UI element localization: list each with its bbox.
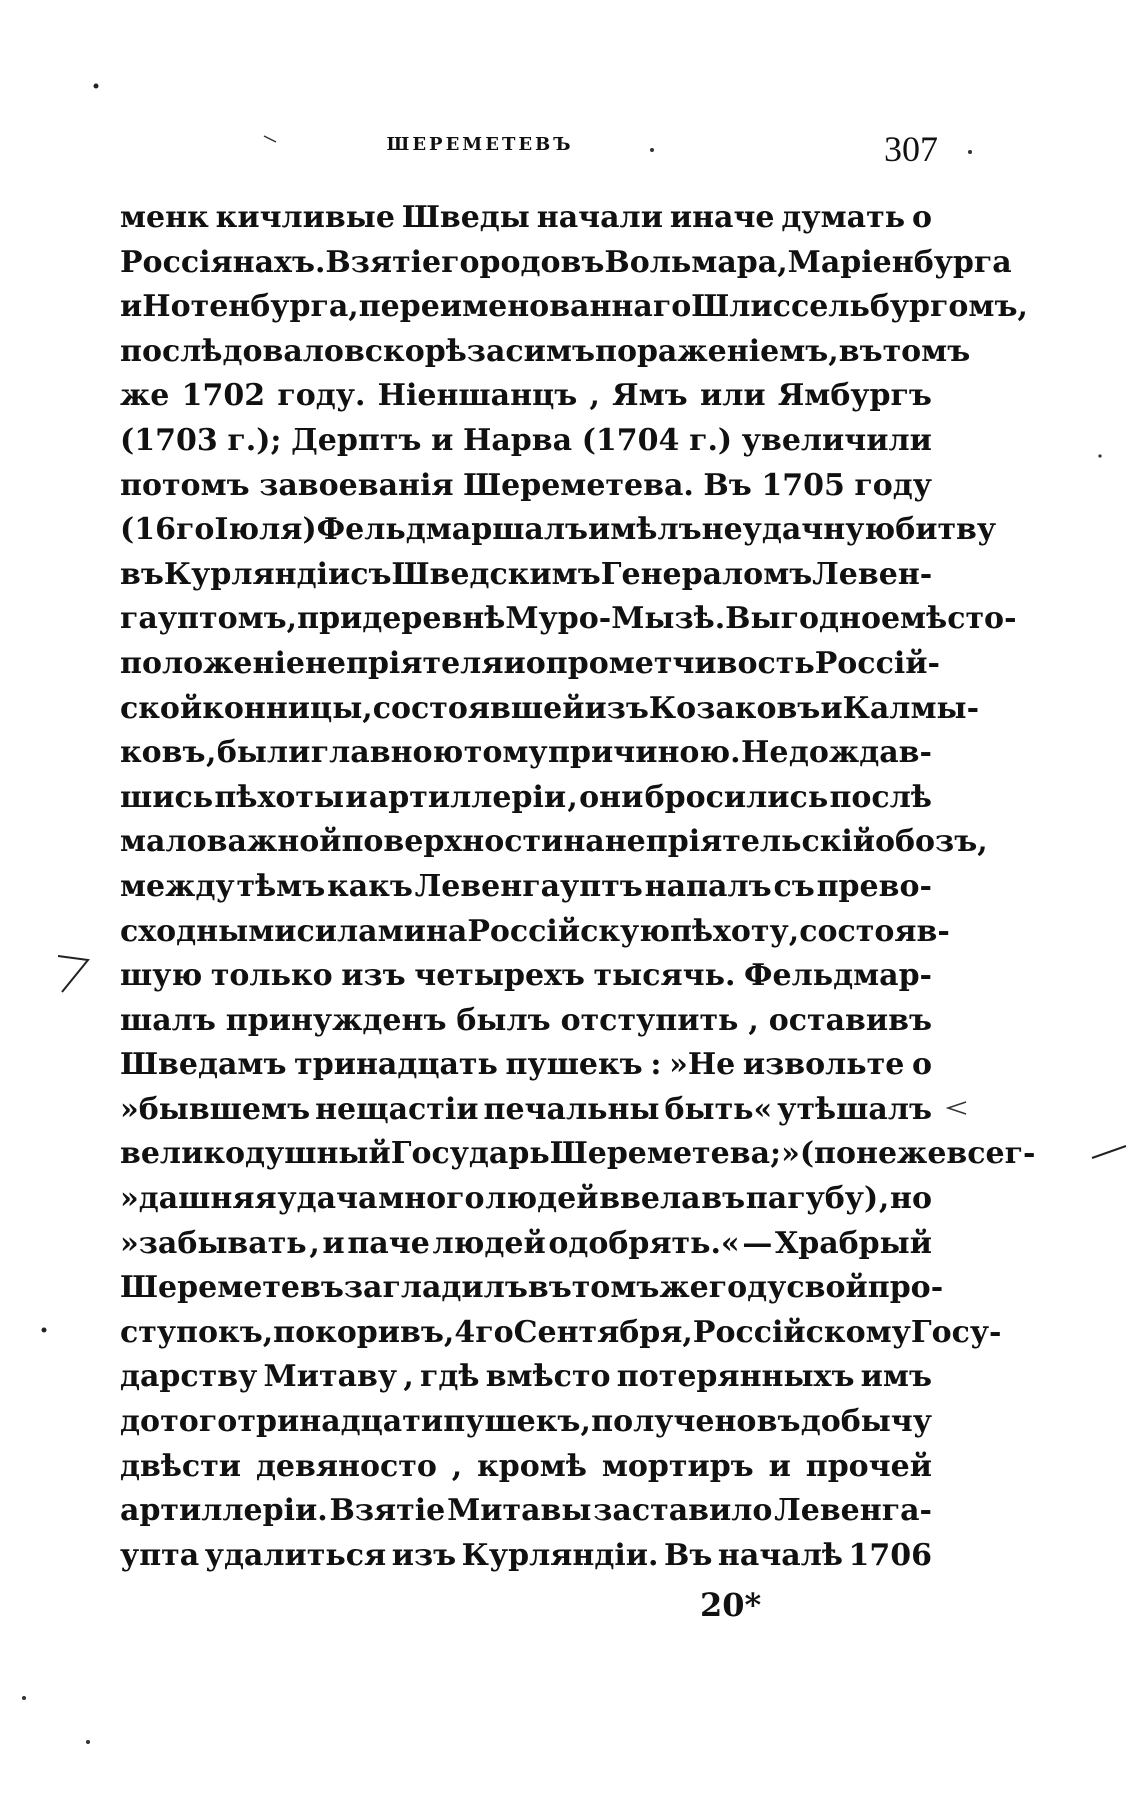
word: двѣсти <box>120 1448 242 1484</box>
word: шись <box>120 779 214 815</box>
word: съ <box>350 556 392 592</box>
word: 4го <box>454 1314 514 1350</box>
word: четырехъ <box>414 958 585 994</box>
word: потерянныхъ <box>616 1359 855 1395</box>
word: ской <box>120 690 203 726</box>
word: свой <box>786 1270 868 1306</box>
word: (1703 <box>120 422 218 458</box>
word: шалъ <box>120 1002 216 1038</box>
word: пушекъ <box>505 1047 643 1083</box>
word: и <box>345 779 368 815</box>
word: Шереметева; <box>549 1136 782 1172</box>
word: тринадцати <box>237 1404 444 1440</box>
word: удалиться <box>204 1537 387 1573</box>
word: году <box>854 467 932 503</box>
word: Ніеншанцъ <box>377 378 578 414</box>
word: про- <box>867 1270 944 1306</box>
word: 1705 <box>761 467 845 503</box>
word: только <box>210 958 333 994</box>
word: Государь <box>390 1136 550 1172</box>
word: Курляндіи. <box>461 1537 659 1573</box>
word: и <box>768 1448 791 1484</box>
text-line <box>120 999 932 1044</box>
word: Въ <box>703 467 752 503</box>
word: началѣ <box>717 1537 843 1573</box>
word: гауптомъ, <box>120 601 298 637</box>
word: неудачную <box>701 512 896 548</box>
word: состояв- <box>799 913 950 949</box>
word: вскорѣ <box>343 333 467 369</box>
text-line <box>120 1222 932 1267</box>
word: , <box>205 735 217 771</box>
word: быть« <box>664 1091 773 1127</box>
word: и <box>431 422 454 458</box>
word: изъ <box>391 1537 457 1573</box>
word: деревнѣ <box>362 601 506 637</box>
text-line <box>120 374 932 419</box>
word: въ <box>701 1181 746 1217</box>
signature-mark: 20* <box>700 1586 762 1624</box>
word: тринадцать <box>294 1047 498 1083</box>
text-line <box>120 1088 932 1133</box>
word: , <box>748 1002 759 1038</box>
word: и <box>503 645 526 681</box>
word: , <box>878 1181 890 1217</box>
word: того <box>160 1404 238 1440</box>
text-line <box>120 285 1028 330</box>
word: , <box>403 1359 414 1395</box>
word: Левен- <box>812 556 933 592</box>
word: шую <box>120 958 203 994</box>
word: , <box>788 913 800 949</box>
text-line <box>120 1311 1002 1356</box>
text-line <box>120 1132 1036 1177</box>
word: Шведамъ <box>120 1047 287 1083</box>
text-line <box>120 553 932 598</box>
text-line <box>120 731 932 776</box>
word: имѣлъ <box>588 512 702 548</box>
word: ступокъ, <box>120 1314 274 1350</box>
word: ковъ <box>120 735 206 771</box>
word: начали <box>536 200 663 235</box>
word: и <box>820 690 843 726</box>
word: Шереметевъ <box>120 1270 344 1306</box>
word: одобрять.« <box>548 1225 740 1261</box>
text-line <box>120 910 950 955</box>
word: Маріенбурга <box>787 244 1012 280</box>
word: прево- <box>816 868 932 904</box>
text-line <box>120 1400 932 1445</box>
word: Курляндіи <box>163 556 351 592</box>
word: непріятельскій <box>604 824 876 860</box>
word: извольте <box>742 1047 905 1083</box>
word: имъ <box>860 1359 932 1395</box>
word: тысячь. <box>593 958 736 994</box>
word: Муро-Мызѣ. <box>505 601 726 637</box>
word: оставивъ <box>768 1002 932 1038</box>
text-line <box>120 1445 932 1490</box>
word: послѣдовало <box>120 333 344 369</box>
word: бросились <box>644 779 829 815</box>
word: изъ <box>341 958 406 994</box>
text-line <box>120 330 971 375</box>
word: прочей <box>805 1448 932 1484</box>
word: пѣхоту <box>669 913 789 949</box>
word: Вольмара, <box>604 244 788 280</box>
word: заставило <box>593 1493 773 1529</box>
word: году. <box>277 378 366 414</box>
text-line <box>120 954 932 999</box>
word: кромѣ <box>477 1448 587 1484</box>
word: Не <box>741 735 789 771</box>
word: они <box>579 779 644 815</box>
word: пораженіемъ, <box>594 333 839 369</box>
text-line <box>120 1266 944 1311</box>
text-line <box>120 196 932 241</box>
word: гдѣ <box>419 1359 480 1395</box>
word: тому <box>463 735 548 771</box>
word: о <box>911 200 932 235</box>
word: уптa <box>120 1537 200 1573</box>
word: добычу <box>800 1404 932 1440</box>
word: , <box>567 779 578 815</box>
word: вмѣсто <box>485 1359 611 1395</box>
word: , <box>309 1225 320 1261</box>
word: положеніе <box>120 645 305 681</box>
word: дождав- <box>788 735 932 771</box>
word: Нотенбурга, <box>142 289 359 325</box>
word: »Не <box>669 1047 736 1083</box>
word: переименованнаго <box>358 289 692 325</box>
word: великодушный <box>120 1136 391 1172</box>
word: и <box>322 1225 345 1261</box>
word: былъ <box>456 1002 551 1038</box>
word: тѣмъ <box>236 868 326 904</box>
word: удача <box>277 1181 378 1217</box>
word: Взятіе <box>325 244 442 280</box>
word: Шлиссельбургомъ, <box>691 289 1028 325</box>
word: въ <box>838 333 883 369</box>
pencil-tick-right <box>944 1100 968 1116</box>
word: Выгодное <box>725 601 901 637</box>
word: симъ <box>505 333 595 369</box>
word: причиною. <box>548 735 741 771</box>
word: нещастіи <box>315 1091 479 1127</box>
word: Въ <box>664 1537 713 1573</box>
text-line <box>120 642 940 687</box>
word: утѣшалъ <box>777 1091 932 1127</box>
text-line <box>120 419 932 464</box>
text-line <box>120 508 997 553</box>
word: при <box>297 601 363 637</box>
word: съ <box>773 868 815 904</box>
word: поверхности <box>341 824 564 860</box>
word: принужденъ <box>225 1002 447 1038</box>
word: за <box>466 333 506 369</box>
word: томъ <box>571 1270 660 1306</box>
word: увеличили <box>741 422 932 458</box>
text-line <box>120 687 980 732</box>
text-line <box>120 464 932 509</box>
word: въ <box>756 1404 801 1440</box>
word: опрометчивость <box>525 645 815 681</box>
text-line <box>120 1177 932 1222</box>
word: пѣхоты <box>214 779 345 815</box>
page-number: 307 <box>884 129 938 169</box>
word: Шведы <box>401 200 530 235</box>
text-line <box>120 597 1017 642</box>
word: Храбрый <box>774 1225 932 1261</box>
word: напалъ <box>644 868 772 904</box>
text-line <box>120 1489 932 1534</box>
word: и <box>120 289 143 325</box>
word: городовъ <box>441 244 605 280</box>
word: но <box>890 1181 932 1217</box>
word: »дашняя <box>120 1181 277 1217</box>
word: до <box>120 1404 161 1440</box>
word: конницы, <box>202 690 373 726</box>
word: Шведскимъ <box>391 556 601 592</box>
text-line <box>120 1043 932 1088</box>
word: послѣ <box>829 779 932 815</box>
text-line <box>120 865 932 910</box>
word: на <box>425 913 468 949</box>
running-head: ШЕРЕМЕТЕВЪ <box>386 134 574 155</box>
word: пагубу) <box>745 1181 879 1217</box>
word: много <box>378 1181 485 1217</box>
word: Фельдмаршалъ <box>316 512 589 548</box>
word: всег- <box>946 1136 1036 1172</box>
word: отступить <box>560 1002 739 1038</box>
word: Фельдмар- <box>744 958 932 994</box>
word: артиллеріи <box>368 779 567 815</box>
word: состоявшей <box>372 690 585 726</box>
word: пушекъ, <box>443 1404 591 1440</box>
word: Іюля) <box>214 512 317 548</box>
word: 1702 <box>181 378 266 414</box>
word: о <box>911 1047 932 1083</box>
word: завоеванія <box>259 467 454 503</box>
word: думать <box>781 200 906 235</box>
word: Ямъ <box>612 378 688 414</box>
word: главною <box>310 735 464 771</box>
word: какъ <box>327 868 413 904</box>
pencil-mark-right <box>1090 1142 1130 1162</box>
word: печальны <box>483 1091 660 1127</box>
word: »бывшемъ <box>120 1091 311 1127</box>
text-line <box>120 820 988 865</box>
word: Козаковъ <box>648 690 821 726</box>
word: Дерптъ <box>291 422 422 458</box>
text-line <box>120 1534 932 1579</box>
word: Митаву <box>263 1359 398 1395</box>
word: изъ <box>584 690 649 726</box>
word: Калмы- <box>842 690 980 726</box>
word: Россійскому <box>692 1314 911 1350</box>
word: маловажной <box>120 824 342 860</box>
word: Митавы <box>447 1493 592 1529</box>
word: мѣсто- <box>900 601 1017 637</box>
word: менк <box>120 200 209 235</box>
word: Россій- <box>814 645 940 681</box>
word: Шереметева. <box>463 467 694 503</box>
word: сходными <box>120 913 297 949</box>
word: получено <box>591 1404 757 1440</box>
word: битву <box>895 512 997 548</box>
word: ввела <box>599 1181 701 1217</box>
word: загладилъ <box>343 1270 528 1306</box>
word: томъ <box>882 333 971 369</box>
word: же <box>659 1270 709 1306</box>
word: »(понеже <box>781 1136 947 1172</box>
word: покоривъ, <box>273 1314 455 1350</box>
word: , <box>451 1448 463 1484</box>
word: »забывать <box>120 1225 307 1261</box>
word: непріятеля <box>304 645 504 681</box>
word: Взятіе <box>329 1493 446 1529</box>
word: Россійскую <box>467 913 670 949</box>
body-text <box>120 196 1036 1578</box>
word: иначе <box>669 200 775 235</box>
word: обозъ, <box>875 824 988 860</box>
word: г.) <box>689 422 733 458</box>
word: артиллеріи. <box>120 1493 328 1529</box>
word: или <box>699 378 766 414</box>
word: паче <box>347 1225 430 1261</box>
word: 1706 <box>848 1537 932 1573</box>
word: кичливые <box>215 200 395 235</box>
word: Россіянахъ. <box>120 244 326 280</box>
word: году <box>708 1270 787 1306</box>
word: же <box>120 378 170 414</box>
word: силами <box>296 913 426 949</box>
word: Левенгауптъ <box>414 868 643 904</box>
word: мортиръ <box>601 1448 754 1484</box>
word: (16го <box>120 512 215 548</box>
word: людей <box>485 1181 599 1217</box>
word: Ямбургъ <box>777 378 932 414</box>
text-line <box>120 776 932 821</box>
word: въ <box>120 556 164 592</box>
word: : <box>650 1047 662 1083</box>
word: Госу- <box>910 1314 1002 1350</box>
word: были <box>216 735 311 771</box>
pencil-mark-left <box>54 950 94 998</box>
word: Левенга- <box>774 1493 932 1529</box>
word: дарству <box>120 1359 258 1395</box>
text-line <box>120 241 1012 286</box>
word: девяносто <box>255 1448 437 1484</box>
text-line <box>120 1355 932 1400</box>
word: (1704 <box>581 422 680 458</box>
word: г.); <box>227 422 282 458</box>
word: , <box>589 378 600 414</box>
word: Нарва <box>463 422 573 458</box>
word: людей <box>432 1225 546 1261</box>
word: потомъ <box>120 467 250 503</box>
word: въ <box>527 1270 572 1306</box>
word: между <box>120 868 235 904</box>
word: Сентября, <box>513 1314 693 1350</box>
word: — <box>742 1225 773 1261</box>
word: Генераломъ <box>600 556 813 592</box>
word: на <box>563 824 605 860</box>
